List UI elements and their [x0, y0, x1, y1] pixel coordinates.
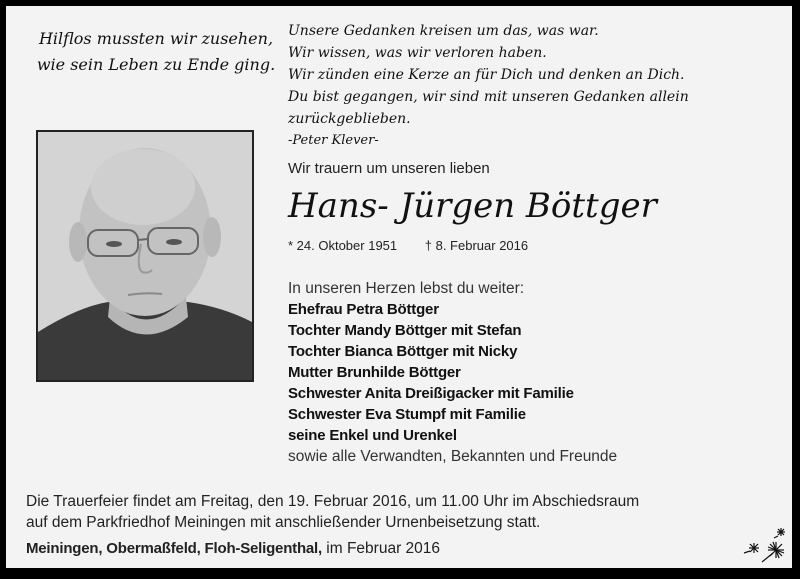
- verse-right-line: Wir zünden eine Kerze an für Dich und denken an Dich.: [288, 67, 685, 83]
- verse-right-line: Du bist gegangen, wir sind mit unseren Gedanken allein zurückgeblieben.: [288, 89, 689, 127]
- obituary-card: [6, 6, 792, 568]
- mourner: Mutter Brunhilde Böttger: [288, 364, 461, 381]
- verse-author: -Peter Klever-: [288, 133, 379, 148]
- place-locations: Meiningen, Obermaßfeld, Floh-Seligenthal,: [26, 540, 322, 557]
- ceremony-line: Die Trauerfeier findet am Freitag, den 19. Februar 2016, um 11.00 Uhr im Abschiedsraum: [26, 493, 640, 510]
- birth-date: * 24. Oktober 1951: [288, 238, 398, 253]
- mourner: Schwester Anita Dreißigacker mit Familie: [288, 385, 574, 402]
- place-month: im Februar 2016: [322, 540, 441, 557]
- mourner: Ehefrau Petra Böttger: [288, 301, 439, 318]
- life-dates: [288, 238, 528, 253]
- dandelion-seeds-icon: [736, 524, 796, 568]
- mourners-closing: sowie alle Verwandten, Bekannten und Freunde: [288, 448, 618, 465]
- verse-right-line: Unsere Gedanken kreisen um das, was war.: [288, 23, 599, 39]
- verse-right: [288, 20, 788, 152]
- mourner: Tochter Bianca Böttger mit Nicky: [288, 343, 518, 360]
- mourner: seine Enkel und Urenkel: [288, 427, 457, 444]
- verse-right-line: Wir wissen, was wir verloren haben.: [288, 45, 547, 61]
- verse-left-line: Hilflos mussten wir zusehen,: [38, 29, 274, 48]
- mourner: Schwester Eva Stumpf mit Familie: [288, 406, 526, 423]
- deceased-name: Hans- Jürgen Böttger: [288, 186, 657, 226]
- portrait-illustration: [38, 132, 252, 380]
- portrait-photo: [36, 130, 254, 382]
- mourner: Tochter Mandy Böttger mit Stefan: [288, 322, 522, 339]
- place-date: [26, 540, 440, 558]
- verse-left-line: wie sein Leben zu Ende ging.: [36, 55, 276, 74]
- death-date: † 8. Februar 2016: [424, 238, 529, 253]
- mourners-list: [288, 278, 617, 467]
- intro-text: Wir trauern um unseren lieben: [288, 160, 490, 177]
- verse-left: [36, 26, 276, 78]
- ceremony-info: [26, 491, 639, 533]
- ceremony-line: auf dem Parkfriedhof Meiningen mit anschließender Urnenbeisetzung statt.: [26, 514, 541, 531]
- mourners-heading: In unseren Herzen lebst du weiter:: [288, 280, 525, 297]
